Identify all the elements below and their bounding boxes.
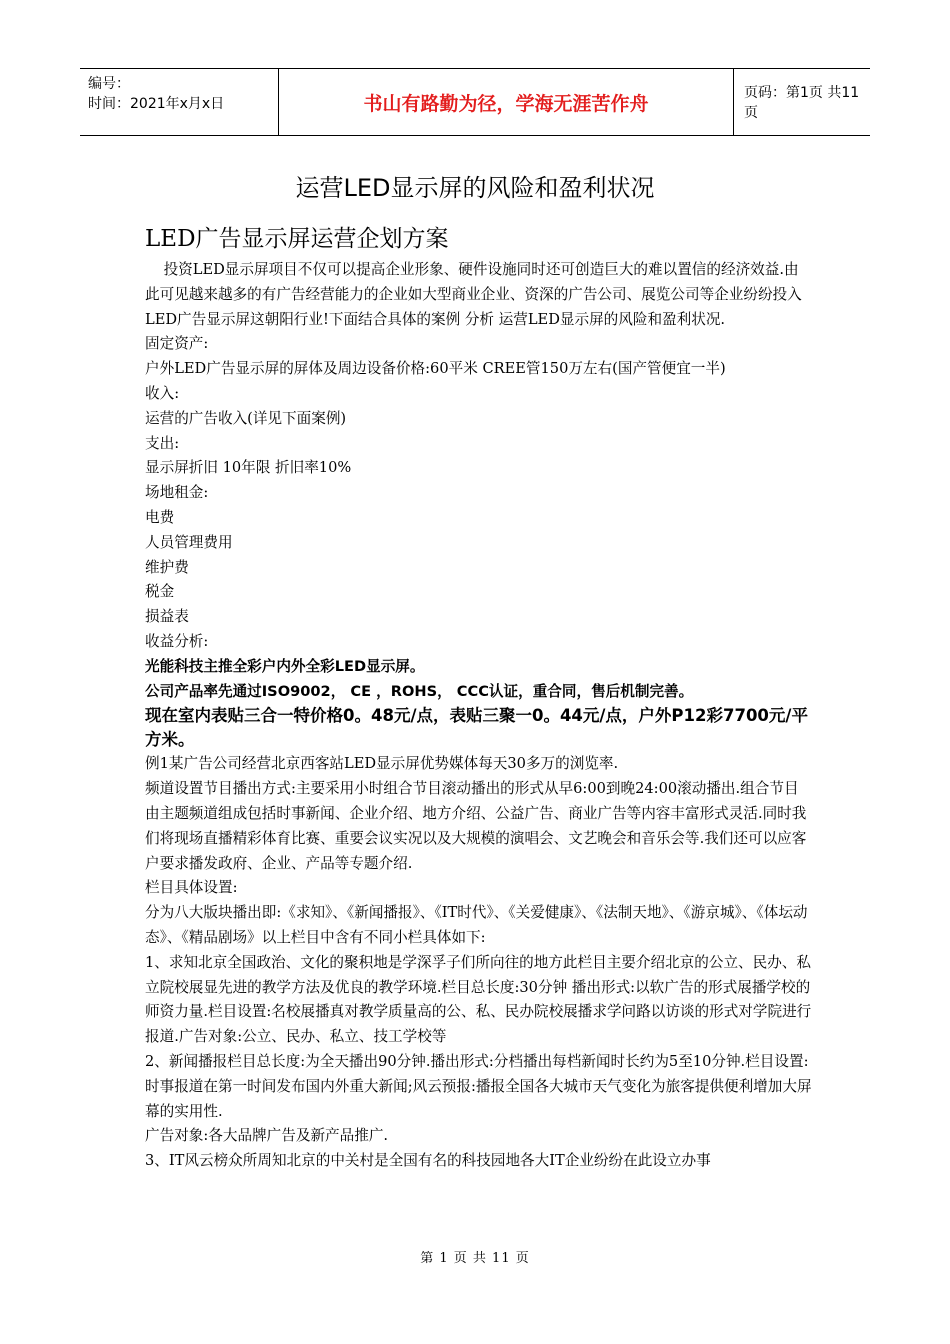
electricity-item: 电费 [145,508,175,526]
promo-line-2: 公司产品率先通过ISO9002， CE ，ROHS， CCC认证，重合同，售后机制完善。 [145,682,694,700]
program-3-paragraph: 3、IT风云榜众所周知北京的中关村是全国有名的科技园地各大IT企业纷纷在此设立办事 [145,1152,711,1170]
income-text: 运营的广告收入(详见下面案例) [145,409,347,427]
document-body [145,258,813,1174]
page-footer: 第 1 页 共 11 页 [420,1251,530,1266]
profit-analysis-heading: 收益分析: [145,632,209,650]
header-motto: 书山有路勤为径，学海无涯苦作舟 [363,92,649,115]
income-statement-item: 损益表 [145,608,189,626]
fixed-assets-text: 户外LED广告显示屏的屏体及周边设备价格:60平米 CREE管150万左右(国产管便宜一半) [145,360,726,378]
income-heading: 收入: [145,384,180,402]
header-page-info: 页码：第1页 共11页 [744,85,860,121]
program-sections-paragraph: 分为八大版块播出即:《求知》、《新闻播报》、《IT时代》、《关爱健康》、《法制天地》、《游京城》、《体坛动态》、《精品剧场》以上栏目中含有不同小栏具体如下: [145,904,808,946]
example-1-intro: 例1某广告公司经营北京西客站LED显示屏优势媒体每天30多万的浏览率. [145,755,619,773]
fixed-assets-heading: 固定资产: [145,335,209,353]
number-label: 编号： [88,76,130,92]
expense-heading: 支出: [145,434,180,452]
program-1-paragraph: 1、求知北京全国政治、文化的聚积地是学深孚子们所向往的地方此栏目主要介绍北京的公立、民办、私立院校展显先进的教学方法及优良的教学环境.栏目总长度:30分钟 播出形式:以软广告的形式展播学校的师资力量.栏目设置:名校展播真对教学质量高的公、私、民办院校展播求学问路以访谈的形式对学院进行报道.广告对象:公立、民办、私立、技工学校等 [145,953,812,1046]
program-2-ad-target: 广告对象:各大品牌广告及新产品推广. [145,1127,389,1145]
header-motto-cell [278,69,734,135]
date-label: 时间：2021年x月x日 [88,96,225,112]
channel-settings-paragraph: 频道设置节目播出方式:主要采用小时组合节目滚动播出的形式从早6:00到晚24:00滚动播出.组合节目由主题频道组成包括时事新闻、企业介绍、地方介绍、公益广告、商业广告等内容丰富形式灵活.同时我们将现场直播精彩体育比赛、重要会议实况以及大规模的演唱会、文艺晚会和音乐会等.我们还可以应客户要求播发政府、企业、产品等专题介绍. [145,780,807,872]
promo-line-1: 光能科技主推全彩户内外全彩LED显示屏。 [145,657,425,675]
program-2-paragraph: 2、新闻播报栏目总长度:为全天播出90分钟.播出形式:分档播出每档新闻时长约为5至10分钟.栏目设置:时事报道在第一时间发布国内外重大新闻;风云预报:播报全国各大城市天气变化为旅客提供便利增加大屏幕的实用性. [145,1052,812,1120]
document-title: 运营LED显示屏的风险和盈利状况 [295,174,655,202]
promo-line-3: 现在室内表贴三合一特价格0。48元/点，表贴三聚一0。44元/点，户外P12彩7700元/平方米。 [145,706,808,750]
page-header [80,68,870,136]
rent-item: 场地租金: [145,484,209,502]
maintenance-item: 维护费 [145,558,189,576]
intro-paragraph: 投资LED显示屏项目不仅可以提高企业形象、硬件设施同时还可创造巨大的难以置信的经济效益.由此可见越来越多的有广告经营能力的企业如大型商业企业、资深的广告公司、展览公司等企业纷纷投入LED广告显示屏这朝阳行业!下面结合具体的案例 分析 运营LED显示屏的风险和盈利状况. [145,261,802,328]
header-meta [80,69,278,135]
staff-cost-item: 人员管理费用 [145,533,233,551]
depreciation-text: 显示屏折旧 10年限 折旧率10% [145,459,352,477]
program-settings-heading: 栏目具体设置: [145,879,238,897]
tax-item: 税金 [145,583,175,601]
document-subtitle: LED广告显示屏运营企划方案 [145,226,449,252]
